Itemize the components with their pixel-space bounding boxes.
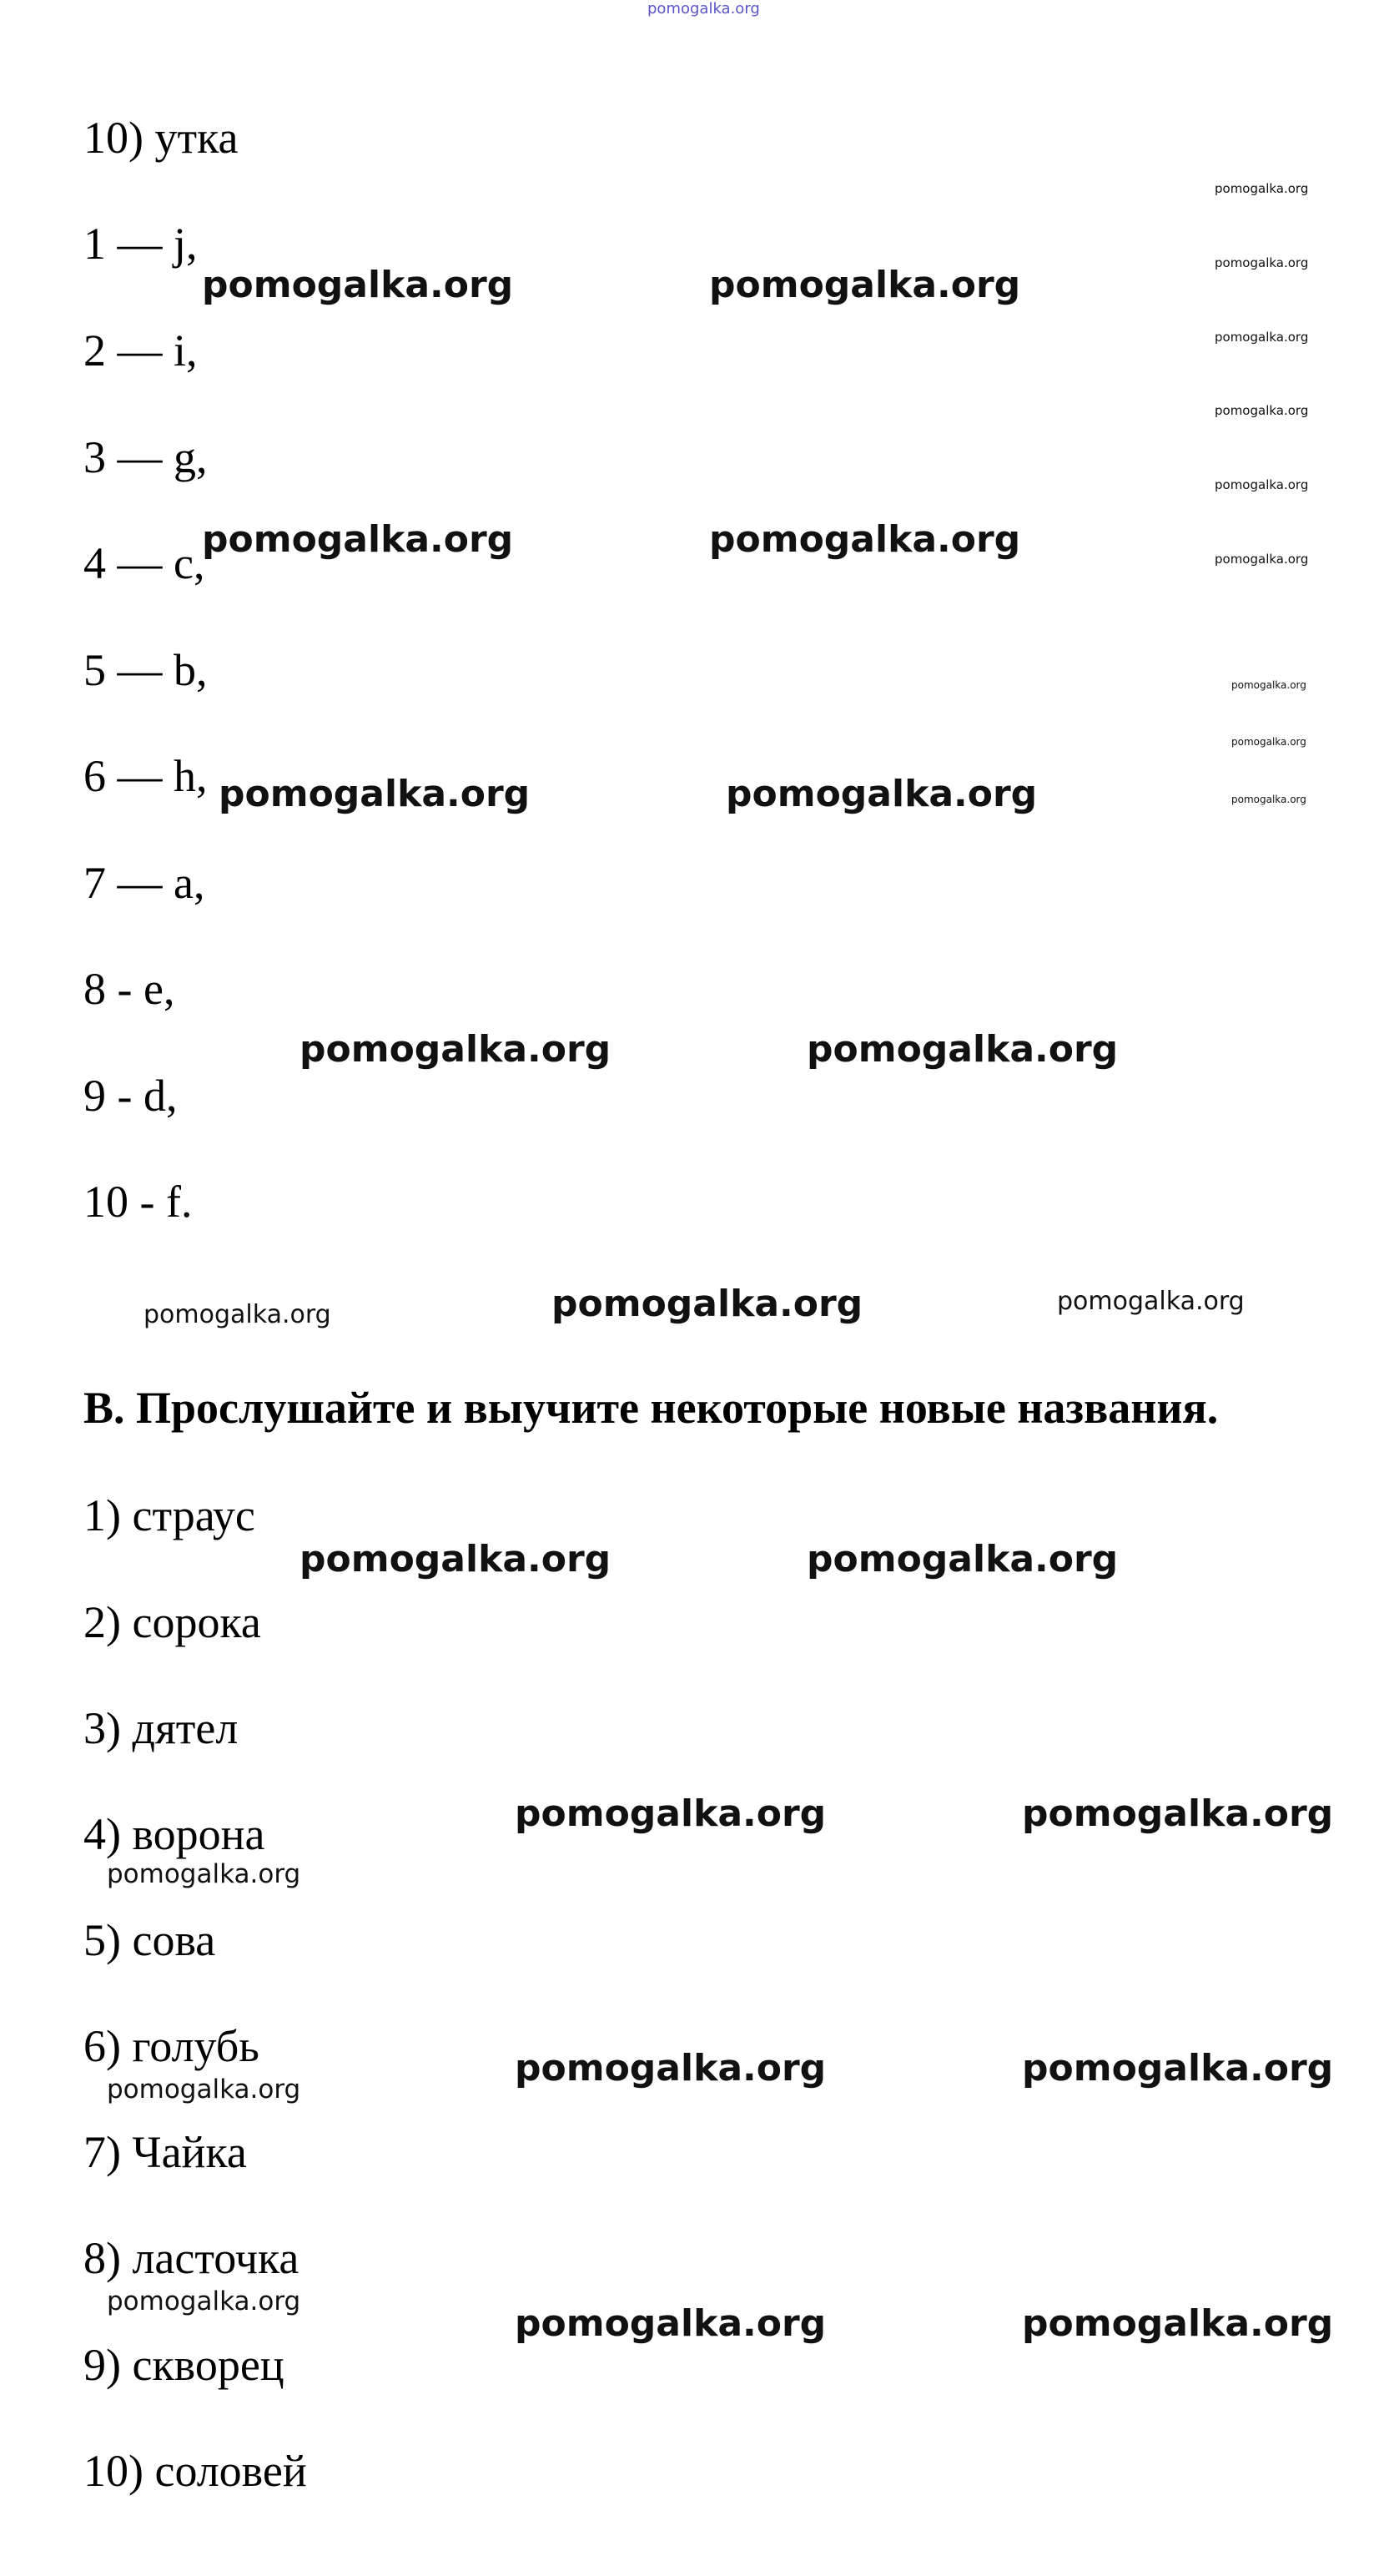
section-b-title: B. Прослушайте и выучите некоторые новые названия. — [83, 1383, 1219, 1433]
header-watermark: pomogalka.org — [647, 0, 760, 18]
answer-line: 5 — b, — [83, 645, 208, 695]
bird-list-item: 6) голубь — [83, 2021, 259, 2071]
answer-line: 4 — c, — [83, 538, 205, 588]
bird-list-item: 5) сова — [83, 1915, 216, 1965]
watermark: pomogalka.org — [807, 1538, 1119, 1580]
watermark: pomogalka.org — [807, 1028, 1119, 1071]
watermark: pomogalka.org — [1022, 2047, 1334, 2090]
answer-line: 7 — a, — [83, 858, 205, 908]
answer-line: 1 — j, — [83, 219, 198, 269]
bird-list-item: 9) скворец — [83, 2340, 284, 2390]
answer-line: 8 - e, — [83, 964, 175, 1014]
bird-list-item: 4) ворона — [83, 1809, 265, 1859]
watermark: pomogalka.org — [515, 2302, 827, 2345]
bird-list-item: 3) дятел — [83, 1703, 239, 1753]
watermark: pomogalka.org — [107, 2286, 301, 2316]
watermark: pomogalka.org — [1215, 181, 1309, 196]
watermark: pomogalka.org — [219, 773, 531, 815]
watermark: pomogalka.org — [107, 1859, 301, 1889]
watermark: pomogalka.org — [1231, 736, 1306, 748]
watermark: pomogalka.org — [202, 518, 514, 561]
watermark: pomogalka.org — [1215, 255, 1309, 270]
watermark: pomogalka.org — [299, 1538, 611, 1580]
answer-line: 3 — g, — [83, 432, 208, 482]
watermark: pomogalka.org — [1215, 330, 1309, 345]
watermark: pomogalka.org — [143, 1300, 331, 1329]
answer-line: 9 - d, — [83, 1071, 178, 1121]
answer-line: 2 — i, — [83, 325, 198, 376]
watermark: pomogalka.org — [1231, 679, 1306, 691]
watermark: pomogalka.org — [726, 773, 1038, 815]
bird-list-item: 1) страус — [83, 1490, 255, 1540]
intro-line: 10) утка — [83, 113, 239, 163]
watermark: pomogalka.org — [1215, 403, 1309, 418]
watermark: pomogalka.org — [1215, 477, 1309, 492]
bird-list-item: 7) Чайка — [83, 2127, 247, 2177]
answer-line: 10 - f. — [83, 1177, 193, 1227]
watermark: pomogalka.org — [1057, 1287, 1245, 1316]
watermark: pomogalka.org — [107, 2074, 301, 2105]
watermark: pomogalka.org — [551, 1283, 863, 1325]
watermark: pomogalka.org — [515, 1792, 827, 1835]
watermark: pomogalka.org — [515, 2047, 827, 2090]
bird-list-item: 8) ласточка — [83, 2233, 299, 2283]
watermark: pomogalka.org — [1215, 552, 1309, 567]
watermark: pomogalka.org — [1022, 2302, 1334, 2345]
watermark: pomogalka.org — [1231, 794, 1306, 805]
answer-line: 6 — h, — [83, 751, 208, 801]
watermark: pomogalka.org — [299, 1028, 611, 1071]
watermark: pomogalka.org — [709, 518, 1021, 561]
watermark: pomogalka.org — [1022, 1792, 1334, 1835]
watermark: pomogalka.org — [202, 264, 514, 306]
bird-list-item: 2) сорока — [83, 1597, 261, 1647]
watermark: pomogalka.org — [709, 264, 1021, 306]
bird-list-item: 10) соловей — [83, 2446, 307, 2496]
